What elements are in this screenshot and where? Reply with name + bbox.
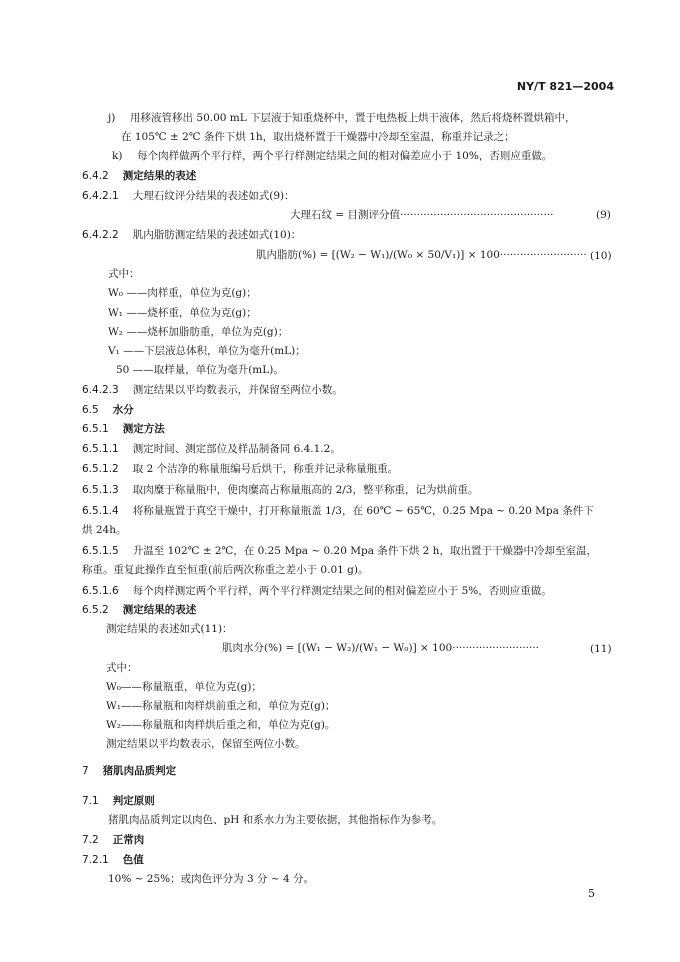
section-number: 7.1 xyxy=(82,795,99,807)
section-number: 6.5 xyxy=(82,404,99,416)
clause-continuation: 称重。重复此操作直至恒重(前后两次称重之差小于 0.01 g)。 xyxy=(82,564,369,576)
clause-number: 6.5.1.6 xyxy=(82,585,119,597)
section-heading-7-2-1 xyxy=(82,853,144,867)
variable-definition: W₀ ——肉样重，单位为克(g)； xyxy=(108,287,257,299)
clause-text: 取 2 个洁净的称量瓶编号后烘干，称重并记录称量瓶重。 xyxy=(132,463,399,475)
equation-number-11: (11) xyxy=(590,643,612,655)
clause-6-5-1-2 xyxy=(82,462,398,476)
section-number: 7 xyxy=(82,765,89,777)
variable-definition: W₀——称量瓶重，单位为克(g)； xyxy=(106,681,262,693)
equation-10 xyxy=(256,248,587,262)
section-title: 正常肉 xyxy=(112,834,145,846)
where-label: 式中： xyxy=(108,268,140,280)
clause-number: 6.4.2.3 xyxy=(82,384,119,396)
section-title: 猪肌肉品质判定 xyxy=(102,765,177,777)
clause-6-5-1-4 xyxy=(82,504,594,518)
clause-6-5-1-6 xyxy=(82,584,552,598)
section-title: 水分 xyxy=(112,404,134,416)
clause-6-4-2-3 xyxy=(82,383,343,397)
clause-6-5-1-3 xyxy=(82,483,479,497)
equation-11 xyxy=(222,641,539,655)
item-text: 用移液管移出 50.00 mL 下层液于知重烧杯中，置于电热板上烘干液体，然后将烧杯置烘箱中， xyxy=(130,112,576,124)
equation-9 xyxy=(290,208,554,222)
paragraph: 猪肌肉品质判定以肉色、pH 和系水力为主要依据，其他指标作为参考。 xyxy=(108,814,443,826)
section-title: 判定原则 xyxy=(112,795,155,807)
variable-definition: W₁——称量瓶和肉样烘前重之和，单位为克(g)； xyxy=(106,700,336,712)
section-title: 测定方法 xyxy=(122,423,165,435)
clause-6-4-2-1 xyxy=(82,189,295,203)
clause-text: 每个肉样测定两个平行样，两个平行样测定结果之间的相对偏差应小于 5%，否则应重做。 xyxy=(132,585,552,597)
leader-dots: ·························· xyxy=(452,642,540,654)
clause-text: 将称量瓶置于真空干燥中，打开称量瓶盖 1/3，在 60℃ ~ 65℃，0.25 Mpa ~ 0.20 Mpa 条件下 xyxy=(132,505,594,517)
list-item-k xyxy=(112,149,552,163)
clause-6-4-2-2 xyxy=(82,228,301,242)
section-heading-6-5 xyxy=(82,403,134,417)
clause-6-5-1-5 xyxy=(82,544,597,558)
clause-text: 大理石纹评分结果的表述如式(9)： xyxy=(132,190,295,202)
variable-definition: 50 ——取样量，单位为毫升(mL)。 xyxy=(116,364,284,376)
clause-number: 6.5.1.5 xyxy=(82,545,119,557)
section-heading-7 xyxy=(82,764,176,778)
section-number: 7.2.1 xyxy=(82,854,109,866)
where-label: 式中： xyxy=(106,662,138,674)
list-item-j-continued xyxy=(121,130,515,144)
section-title: 测定结果的表述 xyxy=(122,170,197,182)
clause-number: 6.5.1.3 xyxy=(82,484,119,496)
document-code: NY/T 821—2004 xyxy=(516,80,614,93)
equation-number-10: (10) xyxy=(590,250,612,262)
equation-formula: 大理石纹 = 目测评分值 xyxy=(290,209,400,221)
section-heading-7-2 xyxy=(82,833,144,847)
clause-6-5-1-1 xyxy=(82,442,341,456)
clause-number: 6.5.1.2 xyxy=(82,463,119,475)
clause-number: 6.5.1.1 xyxy=(82,443,119,455)
clause-text: 取肉糜于称量瓶中，使肉糜高占称量瓶高的 2/3，整平称重，记为烘前重。 xyxy=(132,484,479,496)
section-heading-6-4-2 xyxy=(82,169,196,183)
item-marker: k) xyxy=(112,150,123,162)
leader-dots: ·························· xyxy=(499,249,587,261)
variable-definition: W₂ ——烧杯加脂肪重，单位为克(g)； xyxy=(108,326,289,338)
list-item-j xyxy=(108,111,576,125)
clause-text: 测定结果以平均数表示，并保留至两位小数。 xyxy=(132,384,343,396)
variable-definition: W₁ ——烧杯重，单位为克(g)； xyxy=(108,307,257,319)
item-text: 每个肉样做两个平行样，两个平行样测定结果之间的相对偏差应小于 10%，否则应重做。 xyxy=(137,150,553,162)
variable-definition: W₂——称量瓶和肉样烘后重之和，单位为克(g)。 xyxy=(106,719,336,731)
leader-dots: ·············································· xyxy=(399,209,554,221)
variable-definition: V₁ ——下层液总体积，单位为毫升(mL)； xyxy=(108,345,306,357)
section-number: 6.5.2 xyxy=(82,604,109,616)
section-number: 6.5.1 xyxy=(82,423,109,435)
paragraph: 测定结果的表述如式(11)： xyxy=(106,623,233,635)
item-text: 在 105℃ ± 2℃ 条件下烘 1h，取出烧杯置于干燥器中冷却至室温，称重并记录之； xyxy=(121,131,515,143)
clause-continuation: 烘 24h。 xyxy=(82,524,127,536)
section-number: 7.2 xyxy=(82,834,99,846)
section-heading-6-5-1 xyxy=(82,422,165,436)
paragraph: 测定结果以平均数表示，保留至两位小数。 xyxy=(106,738,306,750)
clause-number: 6.5.1.4 xyxy=(82,505,119,517)
section-heading-6-5-2 xyxy=(82,603,196,617)
clause-text: 肌内脂肪测定结果的表述如式(10)： xyxy=(132,229,302,241)
equation-formula: 肌内脂肪(%) = [(W₂ − W₁)/(W₀ × 50/V₁)] × 100 xyxy=(256,249,500,261)
item-marker: j) xyxy=(108,112,116,124)
clause-number: 6.4.2.2 xyxy=(82,229,119,241)
clause-number: 6.4.2.1 xyxy=(82,190,119,202)
paragraph: 10% ~ 25%；或肉色评分为 3 分 ~ 4 分。 xyxy=(108,873,314,885)
equation-number-9: (9) xyxy=(596,209,611,221)
page-number: 5 xyxy=(588,887,595,900)
clause-text: 升温至 102℃ ± 2℃，在 0.25 Mpa ~ 0.20 Mpa 条件下烘 2 h，取出置于干燥器中冷却至室温， xyxy=(132,545,597,557)
section-title: 测定结果的表述 xyxy=(122,604,197,616)
section-number: 6.4.2 xyxy=(82,170,109,182)
equation-formula: 肌肉水分(%) = [(W₁ − W₂)/(W₁ − W₀)] × 100 xyxy=(222,642,453,654)
section-title: 色值 xyxy=(122,854,144,866)
section-heading-7-1 xyxy=(82,794,155,808)
clause-text: 测定时间、测定部位及样品制备同 6.4.1.2。 xyxy=(132,443,341,455)
